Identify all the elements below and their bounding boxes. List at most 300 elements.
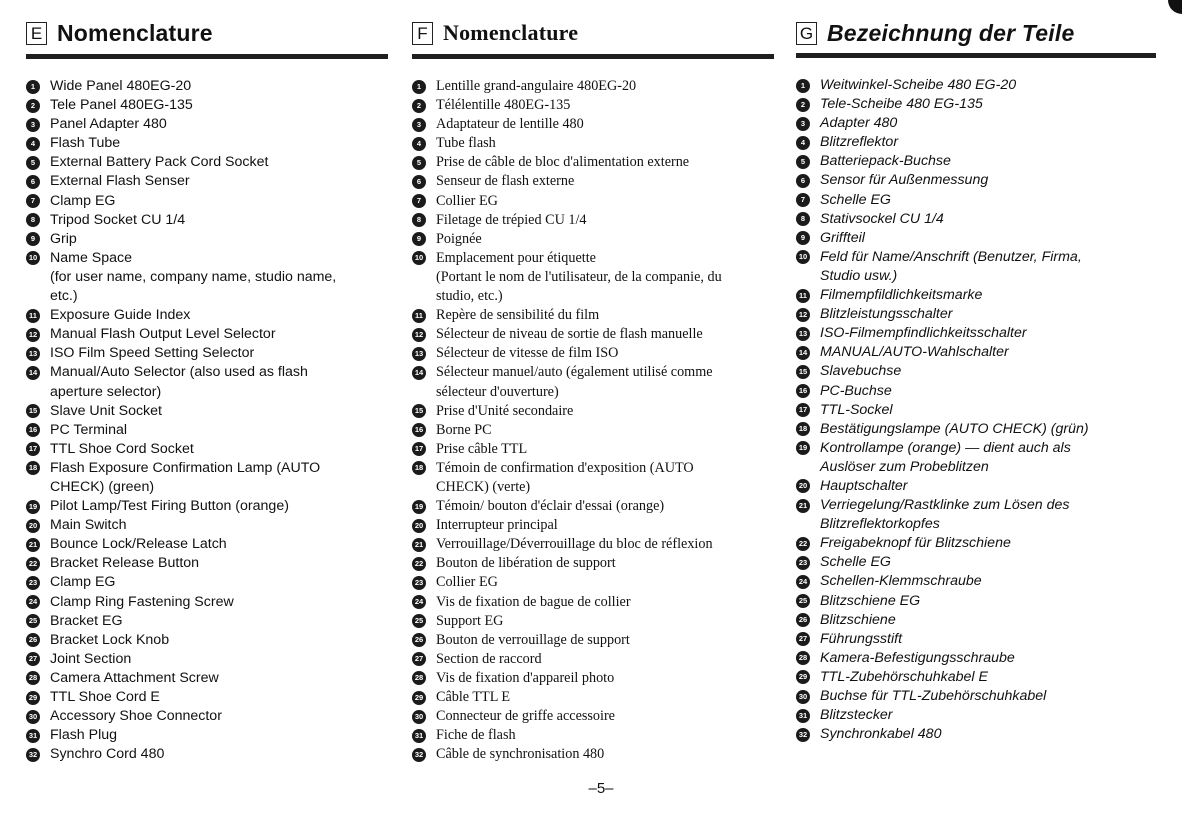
- item-label: Bracket EG: [50, 612, 123, 629]
- number-marker: 18: [412, 461, 426, 475]
- number-marker: 15: [796, 365, 810, 379]
- list-item: [26, 593, 388, 612]
- list-item: [26, 497, 388, 516]
- list-item: [412, 134, 774, 153]
- list-item: [796, 305, 1156, 324]
- item-label: Blitzreflektorkopfes: [820, 516, 940, 533]
- list-item: [796, 496, 1156, 515]
- list-item: [26, 631, 388, 650]
- list-item: [412, 535, 774, 554]
- list-item: [412, 230, 774, 249]
- number-marker: 22: [796, 537, 810, 551]
- item-label: Feld für Name/Anschrift (Benutzer, Firma,: [820, 248, 1082, 265]
- item-label: External Battery Pack Cord Socket: [50, 154, 269, 171]
- item-label: Tube flash: [436, 135, 496, 152]
- number-marker: 19: [412, 500, 426, 514]
- number-marker: 12: [796, 308, 810, 322]
- item-label: Camera Attachment Screw: [50, 669, 219, 686]
- number-marker: 27: [26, 652, 40, 666]
- item-label: Sélecteur manuel/auto (également utilisé comme: [436, 364, 713, 381]
- number-marker: 28: [26, 671, 40, 685]
- list-item: [796, 725, 1156, 744]
- list-item: [796, 324, 1156, 343]
- item-label: Freigabeknopf für Blitzschiene: [820, 535, 1011, 552]
- item-label: Auslöser zum Probeblitzen: [820, 458, 989, 475]
- item-label: Schelle EG: [820, 191, 891, 208]
- list-item: [796, 668, 1156, 687]
- list-item-continuation: [412, 478, 774, 497]
- list-item: [796, 382, 1156, 401]
- item-label: PC-Buchse: [820, 382, 892, 399]
- item-label: Kamera-Befestigungsschraube: [820, 649, 1015, 666]
- number-marker: 3: [26, 118, 40, 132]
- heading-rule: [796, 53, 1156, 58]
- item-label: Blitzreflektor: [820, 134, 899, 151]
- list-item: [796, 611, 1156, 630]
- number-marker: 26: [26, 633, 40, 647]
- number-marker: 30: [796, 690, 810, 704]
- list-item: [412, 726, 774, 745]
- list-item: [26, 535, 388, 554]
- number-marker: 13: [796, 327, 810, 341]
- list-item: [796, 229, 1156, 248]
- number-marker: 10: [796, 250, 810, 264]
- list-item: [412, 669, 774, 688]
- list-item-continuation: [26, 383, 388, 402]
- item-label: Manual Flash Output Level Selector: [50, 326, 276, 343]
- number-marker: 22: [26, 557, 40, 571]
- number-marker: 32: [26, 748, 40, 762]
- number-marker: 17: [796, 403, 810, 417]
- list-item: [412, 421, 774, 440]
- list-item-continuation: [26, 287, 388, 306]
- item-label: Exposure Guide Index: [50, 307, 191, 324]
- list-item: [796, 343, 1156, 362]
- number-marker: 1: [26, 80, 40, 94]
- list-item: [26, 115, 388, 134]
- list-item: [26, 230, 388, 249]
- item-label: Adaptateur de lentille 480: [436, 116, 584, 133]
- item-label: Témoin de confirmation d'exposition (AUTO: [436, 459, 694, 476]
- number-marker: 23: [796, 556, 810, 570]
- list-item: [412, 172, 774, 191]
- item-label: Joint Section: [50, 650, 132, 667]
- number-marker: 8: [412, 213, 426, 227]
- item-label: Senseur de flash externe: [436, 173, 575, 190]
- item-label: Sensor für Außenmessung: [820, 172, 989, 189]
- heading-rule: [412, 54, 774, 59]
- item-label: studio, etc.): [436, 288, 503, 305]
- list-item: [26, 707, 388, 726]
- section-letter-box: E: [26, 22, 47, 45]
- number-marker: 14: [412, 366, 426, 380]
- number-marker: 24: [26, 595, 40, 609]
- list-item: [412, 96, 774, 115]
- item-label: TTL Shoe Cord Socket: [50, 440, 194, 457]
- list-item: [412, 497, 774, 516]
- item-label: Bracket Lock Knob: [50, 631, 170, 648]
- list-item: [26, 363, 388, 382]
- item-label: Accessory Shoe Connector: [50, 708, 222, 725]
- number-marker: 10: [26, 251, 40, 265]
- number-marker: 20: [412, 519, 426, 533]
- item-label: MANUAL/AUTO-Wahlschalter: [820, 344, 1009, 361]
- list-item: [26, 172, 388, 191]
- item-label: Wide Panel 480EG-20: [50, 78, 192, 94]
- number-marker: 16: [26, 423, 40, 437]
- column-english: [26, 18, 388, 764]
- list-item: [796, 439, 1156, 458]
- item-label: Tripod Socket CU 1/4: [50, 211, 186, 228]
- list-item: [26, 211, 388, 230]
- heading-rule: [26, 54, 388, 59]
- item-label: etc.): [50, 288, 78, 305]
- list-item: [26, 192, 388, 211]
- item-label: Interrupteur principal: [436, 517, 558, 534]
- list-item: [412, 192, 774, 211]
- item-label: Blitzstecker: [820, 707, 893, 724]
- item-label: Section de raccord: [436, 650, 542, 667]
- item-label: Prise câble TTL: [436, 440, 528, 457]
- number-marker: 31: [796, 709, 810, 723]
- item-label: Télélentille 480EG-135: [436, 97, 571, 114]
- number-marker: 27: [796, 632, 810, 646]
- number-marker: 14: [26, 366, 40, 380]
- list-item: [796, 553, 1156, 572]
- item-label: Collier EG: [436, 574, 498, 591]
- list-item-continuation: [26, 478, 388, 497]
- number-marker: 11: [412, 309, 426, 323]
- list-item: [796, 477, 1156, 496]
- list-item-continuation: [796, 515, 1156, 534]
- item-label: Tele-Scheibe 480 EG-135: [820, 96, 983, 113]
- item-label: Schellen-Klemmschraube: [820, 573, 982, 590]
- number-marker: 24: [796, 575, 810, 589]
- list-item: [26, 516, 388, 535]
- number-marker: 21: [412, 538, 426, 552]
- item-label: Synchro Cord 480: [50, 746, 165, 763]
- item-label: Verrouillage/Déverrouillage du bloc de réflexion: [436, 536, 713, 553]
- number-marker: 5: [412, 156, 426, 170]
- number-marker: 3: [412, 118, 426, 132]
- list-item: [412, 650, 774, 669]
- item-label: Vis de fixation de bague de collier: [436, 593, 631, 610]
- list-item: [412, 573, 774, 592]
- item-label: Clamp EG: [50, 574, 116, 591]
- list-item-continuation: [412, 268, 774, 287]
- list-item-continuation: [26, 268, 388, 287]
- list-item: [796, 133, 1156, 152]
- list-item: [796, 191, 1156, 210]
- item-label: sélecteur d'ouverture): [436, 383, 559, 400]
- number-marker: 17: [412, 442, 426, 456]
- item-label: Panel Adapter 480: [50, 116, 167, 133]
- item-label: Stativsockel CU 1/4: [820, 210, 944, 227]
- item-label: Blitzschiene EG: [820, 592, 921, 609]
- item-label: Lentille grand-angulaire 480EG-20: [436, 78, 637, 94]
- item-label: Fiche de flash: [436, 727, 516, 744]
- number-marker: 4: [26, 137, 40, 151]
- list-item: [26, 440, 388, 459]
- number-marker: 29: [412, 691, 426, 705]
- item-label: Schelle EG: [820, 554, 891, 571]
- number-marker: 15: [26, 404, 40, 418]
- list-item: [796, 248, 1156, 267]
- item-label: External Flash Senser: [50, 173, 190, 190]
- item-label: Vis de fixation d'appareil photo: [436, 669, 615, 686]
- list-item: [412, 688, 774, 707]
- item-label: Prise de câble de bloc d'alimentation externe: [436, 154, 690, 171]
- section-title: Bezeichnung der Teile: [827, 19, 1075, 46]
- number-marker: 26: [796, 613, 810, 627]
- list-item: [26, 554, 388, 573]
- number-marker: 29: [26, 691, 40, 705]
- item-label: Kontrollampe (orange) — dient auch als: [820, 439, 1071, 456]
- list-item: [26, 669, 388, 688]
- item-label: ISO-Filmempfindlichkeitsschalter: [820, 325, 1027, 342]
- number-marker: 5: [26, 156, 40, 170]
- number-marker: 9: [26, 232, 40, 246]
- number-marker: 7: [26, 194, 40, 208]
- number-marker: 12: [26, 328, 40, 342]
- item-label: Weitwinkel-Scheibe 480 EG-20: [820, 77, 1017, 93]
- item-label: Manual/Auto Selector (also used as flash: [50, 364, 308, 381]
- list-item: [796, 572, 1156, 591]
- number-marker: 12: [412, 328, 426, 342]
- list-item: [412, 612, 774, 631]
- item-label: Borne PC: [436, 421, 492, 438]
- number-marker: 24: [412, 595, 426, 609]
- item-label: Slavebuchse: [820, 363, 902, 380]
- list-item-continuation: [796, 458, 1156, 477]
- number-marker: 10: [412, 251, 426, 265]
- list-item: [796, 649, 1156, 668]
- number-marker: 4: [412, 137, 426, 151]
- number-marker: 28: [412, 671, 426, 685]
- list-item: [412, 459, 774, 478]
- number-marker: 31: [26, 729, 40, 743]
- item-label: Clamp EG: [50, 192, 116, 209]
- item-label: Griffteil: [820, 229, 865, 246]
- list-item: [796, 534, 1156, 553]
- item-label: Connecteur de griffe accessoire: [436, 708, 615, 725]
- section-heading: [26, 18, 388, 48]
- number-marker: 20: [796, 479, 810, 493]
- list-item: [796, 630, 1156, 649]
- item-label: Câble TTL E: [436, 689, 511, 705]
- number-marker: 28: [796, 651, 810, 665]
- item-label: PC Terminal: [50, 421, 128, 438]
- parts-list: [796, 76, 1156, 744]
- item-label: TTL-Sockel: [820, 401, 893, 418]
- item-label: Clamp Ring Fastening Screw: [50, 593, 234, 610]
- column-german: [796, 18, 1156, 744]
- list-item: [796, 706, 1156, 725]
- number-marker: 32: [412, 748, 426, 762]
- number-marker: 17: [26, 442, 40, 456]
- list-item: [26, 77, 388, 96]
- number-marker: 7: [796, 193, 810, 207]
- number-marker: 6: [412, 175, 426, 189]
- item-label: Hauptschalter: [820, 477, 908, 494]
- list-item: [26, 421, 388, 440]
- list-item: [26, 726, 388, 745]
- number-marker: 16: [796, 384, 810, 398]
- section-heading: [796, 18, 1156, 48]
- number-marker: 18: [26, 461, 40, 475]
- number-marker: 25: [412, 614, 426, 628]
- item-label: Studio usw.): [820, 267, 898, 284]
- list-item: [26, 650, 388, 669]
- number-marker: 32: [796, 728, 810, 742]
- number-marker: 25: [26, 614, 40, 628]
- item-label: Sélecteur de vitesse de film ISO: [436, 345, 619, 362]
- number-marker: 9: [412, 232, 426, 246]
- number-marker: 7: [412, 194, 426, 208]
- parts-list: [26, 77, 388, 764]
- column-french: [412, 18, 774, 764]
- number-marker: 23: [26, 576, 40, 590]
- item-label: Bouton de verrouillage de support: [436, 631, 630, 648]
- list-item: [796, 210, 1156, 229]
- number-marker: 8: [26, 213, 40, 227]
- list-item: [796, 362, 1156, 381]
- list-item: [26, 688, 388, 707]
- list-item: [412, 344, 774, 363]
- list-item: [412, 77, 774, 96]
- list-item: [412, 440, 774, 459]
- number-marker: 22: [412, 557, 426, 571]
- number-marker: 3: [796, 117, 810, 131]
- item-label: Filmempfildlichkeitsmarke: [820, 287, 983, 304]
- list-item: [26, 153, 388, 172]
- page-number: –5–: [588, 780, 614, 797]
- item-label: Blitzschiene: [820, 611, 896, 628]
- number-marker: 27: [412, 652, 426, 666]
- list-item: [412, 115, 774, 134]
- list-item: [412, 631, 774, 650]
- number-marker: 20: [26, 519, 40, 533]
- number-marker: 13: [412, 347, 426, 361]
- list-item: [26, 249, 388, 268]
- item-label: Synchronkabel 480: [820, 726, 942, 743]
- list-item: [26, 612, 388, 631]
- list-item: [412, 211, 774, 230]
- item-label: Collier EG: [436, 192, 498, 209]
- list-item: [796, 152, 1156, 171]
- list-item: [412, 707, 774, 726]
- number-marker: 5: [796, 155, 810, 169]
- list-item: [412, 554, 774, 573]
- item-label: Support EG: [436, 612, 504, 629]
- number-marker: 6: [26, 175, 40, 189]
- list-item: [412, 402, 774, 421]
- number-marker: 2: [412, 99, 426, 113]
- item-label: Bracket Release Button: [50, 555, 200, 572]
- item-label: Prise d'Unité secondaire: [436, 402, 574, 419]
- list-item-continuation: [796, 267, 1156, 286]
- list-item: [796, 401, 1156, 420]
- list-item: [796, 420, 1156, 439]
- number-marker: 11: [26, 309, 40, 323]
- list-item: [26, 402, 388, 421]
- number-marker: 2: [26, 99, 40, 113]
- number-marker: 19: [796, 441, 810, 455]
- number-marker: 1: [412, 80, 426, 94]
- item-label: Adapter 480: [820, 115, 898, 132]
- number-marker: 26: [412, 633, 426, 647]
- item-label: Poignée: [436, 230, 482, 247]
- list-item: [796, 592, 1156, 611]
- list-item: [412, 306, 774, 325]
- item-label: Führungsstift: [820, 630, 903, 647]
- number-marker: 21: [796, 499, 810, 513]
- section-title: Nomenclature: [443, 20, 579, 45]
- list-item: [26, 745, 388, 764]
- list-item: [796, 171, 1156, 190]
- item-label: Bounce Lock/Release Latch: [50, 536, 227, 553]
- number-marker: 25: [796, 594, 810, 608]
- list-item: [412, 593, 774, 612]
- list-item: [412, 153, 774, 172]
- item-label: Repère de sensibilité du film: [436, 307, 600, 324]
- section-title: Nomenclature: [57, 19, 213, 46]
- number-marker: 16: [412, 423, 426, 437]
- item-label: (for user name, company name, studio name,: [50, 268, 337, 285]
- number-marker: 23: [412, 576, 426, 590]
- item-label: Buchse für TTL-Zubehörschuhkabel: [820, 688, 1047, 704]
- item-label: (Portant le nom de l'utilisateur, de la companie, du: [436, 268, 722, 285]
- list-item: [26, 344, 388, 363]
- item-label: Main Switch: [50, 517, 127, 534]
- item-label: Tele Panel 480EG-135: [50, 97, 193, 114]
- number-marker: 30: [26, 710, 40, 724]
- number-marker: 1: [796, 79, 810, 93]
- item-label: Sélecteur de niveau de sortie de flash manuelle: [436, 326, 703, 343]
- number-marker: 11: [796, 289, 810, 303]
- number-marker: 8: [796, 212, 810, 226]
- item-label: Bouton de libération de support: [436, 555, 616, 572]
- list-item: [26, 134, 388, 153]
- list-item-continuation: [412, 383, 774, 402]
- item-label: Emplacement pour étiquette: [436, 249, 596, 266]
- number-marker: 19: [26, 500, 40, 514]
- item-label: CHECK) (green): [50, 478, 155, 495]
- item-label: Flash Tube: [50, 135, 121, 152]
- list-item: [26, 325, 388, 344]
- list-item: [796, 286, 1156, 305]
- list-item: [796, 114, 1156, 133]
- item-label: Câble de synchronisation 480: [436, 746, 605, 763]
- list-item: [412, 745, 774, 764]
- list-item: [796, 95, 1156, 114]
- item-label: TTL Shoe Cord E: [50, 689, 160, 705]
- list-item: [26, 459, 388, 478]
- item-label: Batteriepack-Buchse: [820, 153, 951, 170]
- number-marker: 13: [26, 347, 40, 361]
- item-label: Name Space: [50, 249, 133, 266]
- number-marker: 9: [796, 231, 810, 245]
- parts-list: [412, 77, 774, 764]
- item-label: CHECK) (verte): [436, 478, 531, 495]
- list-item-continuation: [412, 287, 774, 306]
- list-item: [412, 325, 774, 344]
- list-item: [26, 573, 388, 592]
- section-heading: [412, 18, 774, 48]
- item-label: Flash Plug: [50, 727, 118, 744]
- number-marker: 31: [412, 729, 426, 743]
- item-label: aperture selector): [50, 383, 162, 400]
